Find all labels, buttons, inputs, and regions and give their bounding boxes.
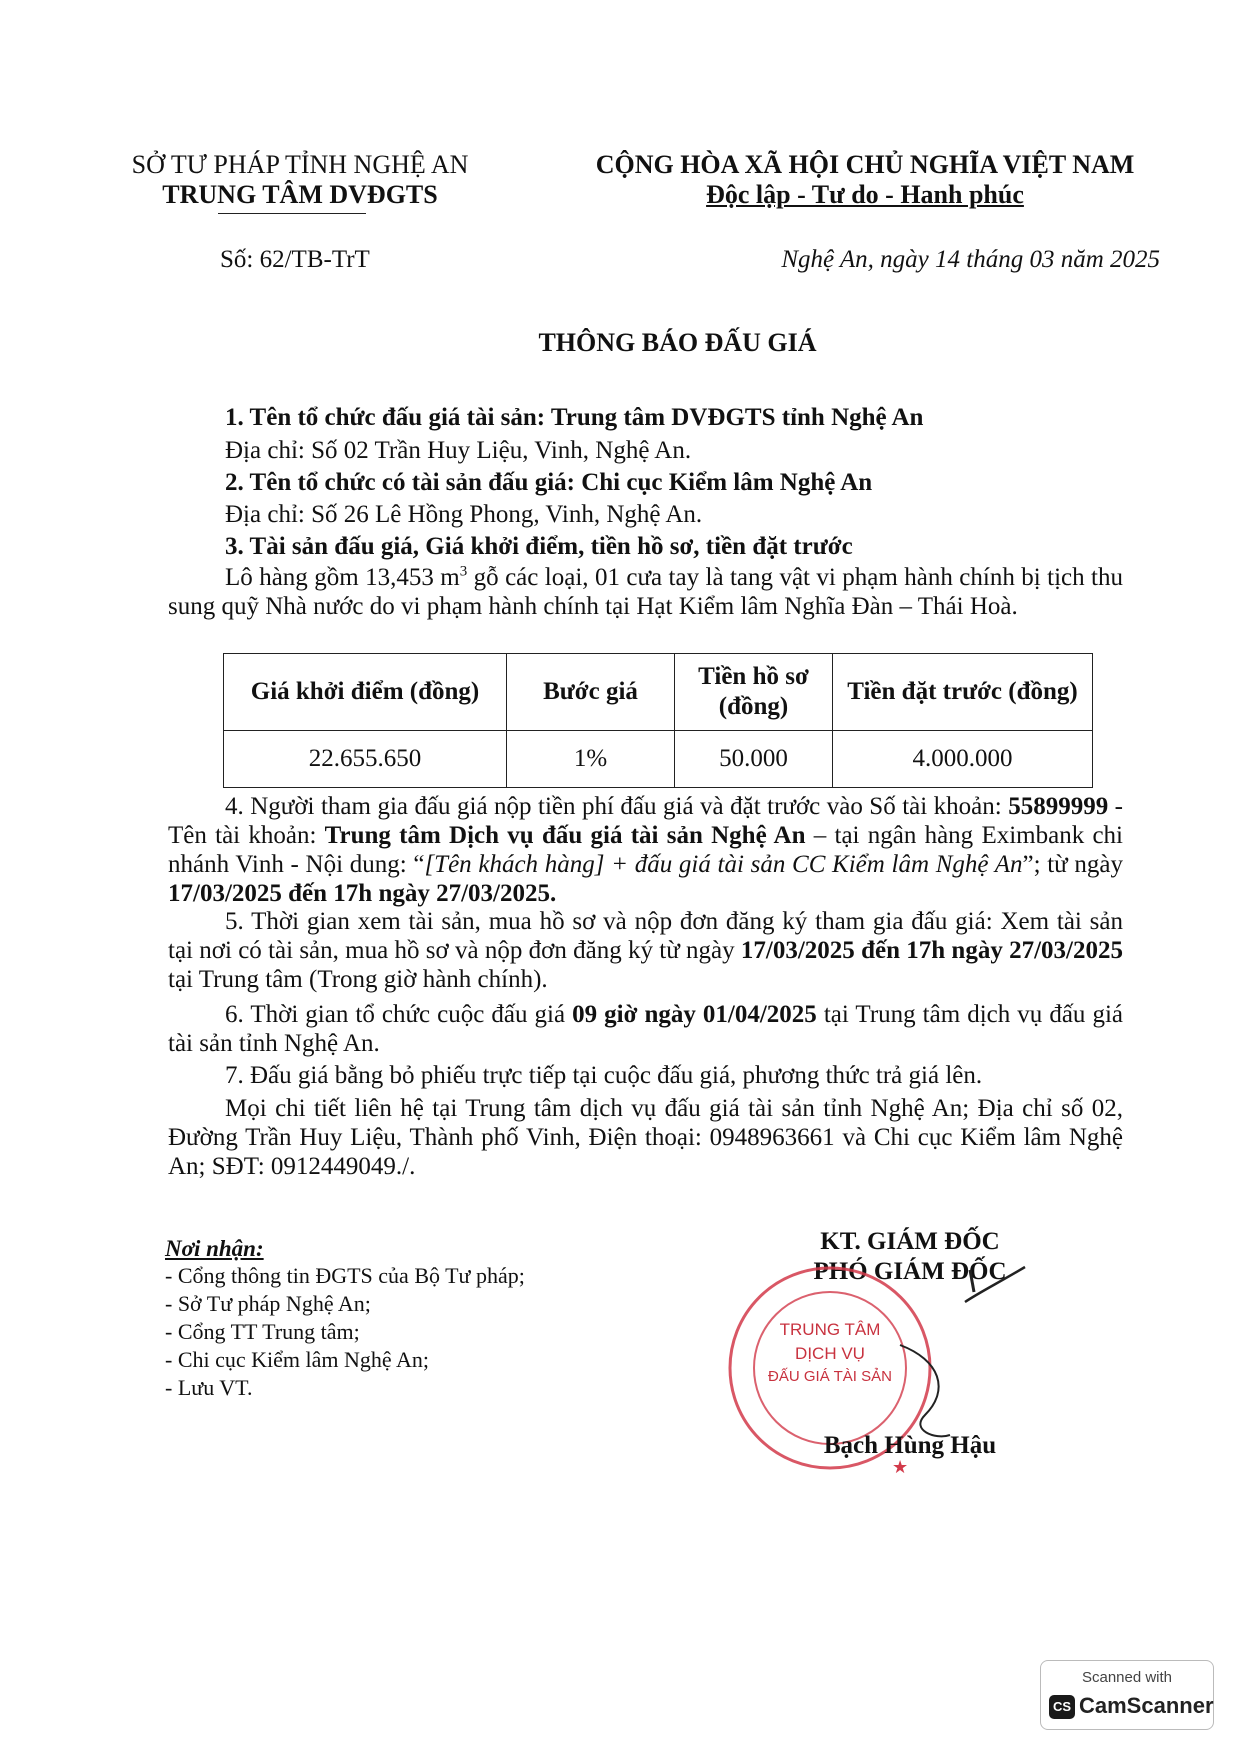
- svg-text:★: ★: [892, 1457, 909, 1478]
- recipient-item: - Cổng thông tin ĐGTS của Bộ Tư pháp;: [165, 1263, 525, 1288]
- header-file-fee: Tiền hồ sơ (đồng): [675, 654, 833, 731]
- price-table: [223, 653, 1093, 788]
- contact-info: Mọi chi tiết liên hệ tại Trung tâm dịch vụ đấu giá tài sản tỉnh Nghệ An; Địa chỉ số 02, Đường Trần Huy Liệu, Thành phố Vinh, Điện thoại: 0948963661 và Chi cục Kiểm lâm Nghệ An; SĐT: 0912449049./.: [168, 1095, 1123, 1180]
- table-row: [224, 731, 1093, 788]
- national-title: CỘNG HÒA XÃ HỘI CHỦ NGHĨA VIỆT NAM: [595, 150, 1135, 179]
- camscanner-logo-icon: CS: [1049, 1695, 1075, 1719]
- section-3-description: [168, 563, 1123, 621]
- bank-account-name: Trung tâm Dịch vụ đấu giá tài sản Nghệ An: [324, 822, 806, 849]
- signature-mark: [960, 1262, 1030, 1312]
- section-3-heading: 3. Tài sản đấu giá, Giá khởi điểm, tiền hồ sơ, tiền đặt trước: [225, 533, 853, 560]
- place-and-date: Nghệ An, ngày 14 tháng 03 năm 2025: [781, 246, 1160, 273]
- price-table-header: [224, 654, 1093, 731]
- signature-title: KT. GIÁM ĐỐC: [820, 1228, 1000, 1255]
- center-name-underline: [218, 213, 366, 214]
- section-4: [168, 792, 1123, 908]
- recipient-item: - Sở Tư pháp Nghệ An;: [165, 1291, 371, 1316]
- header-bid-step: Bước giá: [507, 654, 675, 731]
- signer-name: Bạch Hùng Hậu: [823, 1432, 997, 1459]
- header-deposit: Tiền đặt trước (đồng): [833, 654, 1093, 731]
- signature-subtitle: PHÓ GIÁM ĐỐC: [813, 1258, 1007, 1285]
- center-name: TRUNG TÂM DVĐGTS: [162, 180, 438, 209]
- section-7: 7. Đấu giá bằng bỏ phiếu trực tiếp tại cuộc đấu giá, phương thức trả giá lên.: [225, 1062, 983, 1089]
- s4-text-a: 4. Người tham gia đấu giá nộp tiền phí đấu giá và đặt trước vào Số tài khoản:: [225, 793, 1009, 820]
- recipient-item: - Lưu VT.: [165, 1375, 253, 1400]
- cell-bid-step: 1%: [507, 731, 675, 788]
- camscanner-name: CamScanner: [1079, 1693, 1214, 1718]
- auction-time: 09 giờ ngày 01/04/2025: [572, 1001, 817, 1028]
- section-1-address: Địa chỉ: Số 02 Trần Huy Liệu, Vinh, Nghệ An.: [225, 437, 692, 464]
- camscanner-badge: [1040, 1660, 1214, 1730]
- cell-file-fee: 50.000: [675, 731, 833, 788]
- document-number: Số: 62/TB-TrT: [220, 246, 370, 273]
- s6-text-a: 6. Thời gian tổ chức cuộc đấu giá: [225, 1001, 573, 1028]
- cell-starting-price: 22.655.650: [224, 731, 507, 788]
- transfer-content: [Tên khách hàng] + đấu giá tài sản CC Kiểm lâm Nghệ An: [424, 851, 1023, 878]
- recipients-label: Nơi nhận:: [165, 1236, 264, 1261]
- section-5: [168, 907, 1123, 994]
- section-2-address: Địa chỉ: Số 26 Lê Hồng Phong, Vinh, Nghệ An.: [225, 501, 703, 528]
- section-2-heading: 2. Tên tổ chức có tài sản đấu giá: Chi cục Kiểm lâm Nghệ An: [225, 469, 873, 496]
- agency-name: SỞ TƯ PHÁP TỈNH NGHỆ AN: [131, 150, 469, 179]
- section-6: [168, 1000, 1123, 1058]
- bank-account-number: 55899999: [1008, 793, 1109, 820]
- s5-text-a: 5. Thời gian xem tài sản, mua hồ sơ và nộp đơn đăng ký tham gia đấu giá: Xem tài sản tại nơi có tài sản, mua hồ sơ và nộp đơn đăng ký từ ngày: [168, 908, 1123, 964]
- s4-text-c: – tại ngân hàng Eximbank chi nhánh Vinh - Nội dung: “: [168, 822, 1123, 878]
- cell-deposit: 4.000.000: [833, 731, 1093, 788]
- national-motto: Độc lập - Tư do - Hanh phúc: [706, 180, 1024, 209]
- stamp-text-1: TRUNG TÂM: [779, 1320, 881, 1339]
- s4-text-b: - Tên tài khoản:: [168, 793, 1123, 849]
- s6-text-b: tại Trung tâm dịch vụ đấu giá tài sản tỉnh Nghệ An.: [168, 1001, 1124, 1057]
- asset-text-part1: Lô hàng gồm 13,453 m: [225, 564, 460, 591]
- cubic-superscript: 3: [459, 563, 468, 580]
- asset-text-part2: gỗ các loại, 01 cưa tay là tang vật vi phạm hành chính bị tịch thu sung quỹ Nhà nước do vi phạm hành chính tại Hạt Kiểm lâm Nghĩa Đàn – Thái Hoà.: [168, 564, 1123, 620]
- stamp-text-2: DỊCH VỤ: [795, 1344, 865, 1363]
- recipient-item: - Cổng TT Trung tâm;: [165, 1319, 360, 1344]
- stamp-text-3: ĐẤU GIÁ TÀI SẢN: [768, 1368, 892, 1385]
- s5-text-b: tại Trung tâm (Trong giờ hành chính).: [168, 966, 548, 993]
- registration-period: 17/03/2025 đến 17h ngày 27/03/2025: [740, 937, 1123, 964]
- recipient-item: - Chi cục Kiểm lâm Nghệ An;: [165, 1347, 429, 1372]
- payment-period: 17/03/2025 đến 17h ngày 27/03/2025.: [168, 880, 557, 907]
- header-starting-price: Giá khởi điểm (đồng): [224, 654, 507, 731]
- scanned-with-label: Scanned with: [1081, 1669, 1173, 1686]
- s4-text-d: ”; từ ngày: [1022, 851, 1123, 878]
- section-1-heading: 1. Tên tổ chức đấu giá tài sản: Trung tâm DVĐGTS tỉnh Nghệ An: [225, 404, 924, 431]
- document-title: THÔNG BÁO ĐẤU GIÁ: [538, 328, 817, 357]
